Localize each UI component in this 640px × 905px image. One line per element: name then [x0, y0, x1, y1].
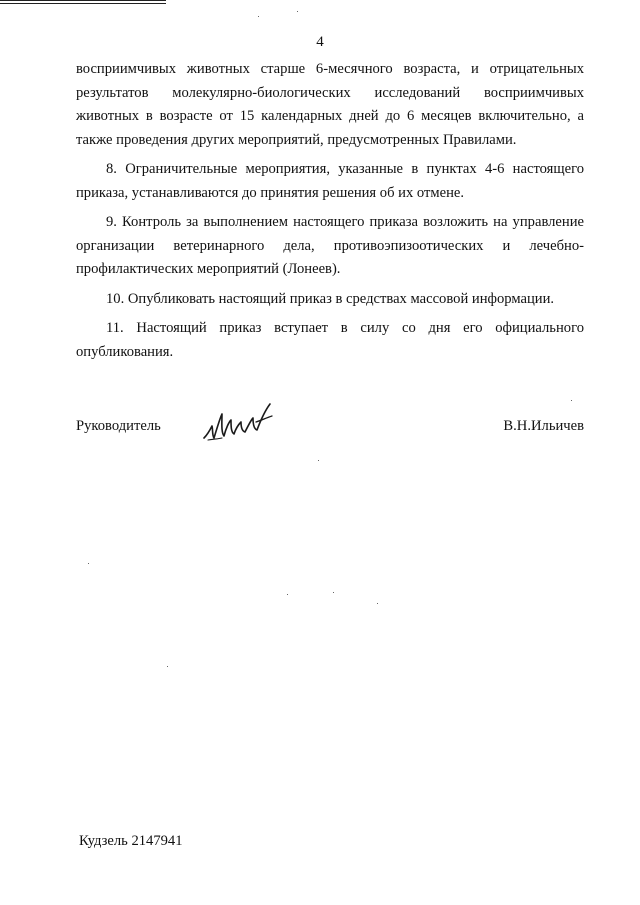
- handwritten-signature: [200, 400, 280, 446]
- scan-speck: [258, 16, 259, 17]
- signatory-title: Руководитель: [76, 418, 161, 434]
- page-number: 4: [316, 34, 324, 50]
- scan-speck: [167, 666, 168, 667]
- scan-speck: [287, 594, 288, 595]
- document-body: [76, 58, 584, 364]
- paragraph-item-9: 9. Контроль за выполнением настоящего приказа возложить на управление организации ветеринарного дела, противоэпизоотических и лечебно-профилактических мероприятий (Лонеев).: [76, 214, 584, 277]
- scan-speck: [377, 603, 378, 604]
- paragraph-item-10: 10. Опубликовать настоящий приказ в средствах массовой информации.: [106, 290, 555, 307]
- signature-block: [76, 412, 584, 448]
- scan-speck: [318, 460, 319, 461]
- paragraph-item-11: 11. Настоящий приказ вступает в силу со дня его официального опубликования.: [76, 320, 584, 360]
- scan-speck: [571, 400, 572, 401]
- paragraph-item-8: 8. Ограничительные мероприятия, указанные в пунктах 4-6 настоящего приказа, устанавливаются до принятия решения об их отмене.: [76, 161, 584, 201]
- signatory-name: В.Н.Ильичев: [503, 418, 584, 434]
- paragraph-continuation: восприимчивых животных старше 6-месячного возраста, и отрицательных результатов молекулярно-биологических исследований восприимчивых животных в возрасте от 15 календарных дней до 6 месяцев включительно, а также проведения других мероприятий, предусмотренных Правилами.: [76, 61, 584, 148]
- scan-speck: [333, 592, 334, 593]
- executor-footer: Кудзель 2147941: [79, 833, 183, 849]
- top-rule: [0, 0, 166, 4]
- scan-speck: [88, 563, 89, 564]
- scan-speck: [297, 11, 298, 12]
